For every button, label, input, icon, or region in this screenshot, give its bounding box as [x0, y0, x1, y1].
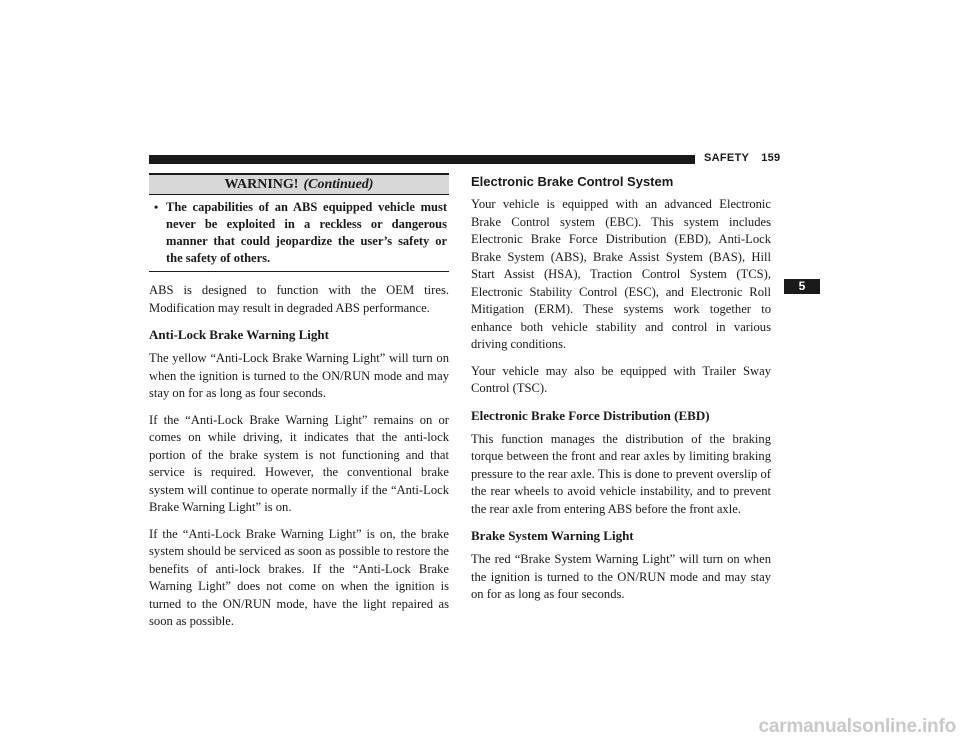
abs-light-turn-on-paragraph: The yellow “Anti-Lock Brake Warning Light” will turn on when the ignition is turned to the ON/RUN mode and may stay on for as long as four seconds.: [149, 351, 449, 400]
ebd-heading: Electronic Brake Force Distribution (EBD): [471, 407, 710, 423]
watermark: carmanualsonline.info: [758, 716, 956, 737]
abs-light-remains-on-paragraph: If the “Anti-Lock Brake Warning Light” remains on or comes on while driving, it indicates that the anti-lock portion of the brake system is not functioning and that service is required. However, the conventional brake system will continue to operate normally if the “Anti-Lock Brake Warning Light” is on.: [149, 412, 449, 514]
warning-title: WARNING!: [224, 177, 299, 192]
warning-list: [149, 195, 449, 271]
abs-warning-light-heading: Anti-Lock Brake Warning Light: [149, 327, 329, 342]
abs-light-service-paragraph: If the “Anti-Lock Brake Warning Light” is on, the brake system should be serviced as soon as possible to restore the benefits of anti-lock brakes. If the “Anti-Lock Brake Warning Light” does not come on when the ignition is turned to the ON/RUN mode, have the light repaired as soon as possible.: [149, 526, 449, 628]
warning-item-text: The capabilities of an ABS equipped vehicle must never be exploited in a reckless or dangerous manner that could jeopardize the user’s safety or the safety of others.: [166, 200, 447, 265]
warning-box: [149, 173, 449, 272]
brake-light-paragraph: The red “Brake System Warning Light” will turn on when the ignition is turned to the ON/RUN mode and may stay on for as long as four seconds.: [471, 552, 771, 601]
page-number: 159: [761, 152, 781, 164]
running-header: [704, 152, 780, 164]
warning-header: [149, 173, 449, 195]
brake-warning-light-heading: Brake System Warning Light: [471, 528, 634, 543]
abs-oem-tires-paragraph: ABS is designed to function with the OEM tires. Modification may result in degraded ABS performance.: [149, 283, 449, 315]
warning-item: [149, 199, 449, 267]
header-section-title: SAFETY: [704, 152, 750, 164]
ebc-intro-paragraph: Your vehicle is equipped with an advanced Electronic Brake Control system (EBC). This system includes Electronic Brake Force Distribution (EBD), Anti-Lock Brake System (ABS), Brake Assist System (BAS), Hill Start Assist (HSA), Traction Control System (TCS), Electronic Stability Control (ESC), and Electronic Roll Mitigation (ERM). These systems work together to enhance both vehicle stability and control in various driving conditions.: [471, 197, 771, 351]
warning-continued: (Continued): [303, 177, 374, 192]
right-column: [471, 173, 771, 613]
left-column: [149, 173, 449, 640]
bullet-icon: •: [154, 200, 159, 214]
chapter-tab: 5: [784, 279, 820, 294]
ebc-section-heading: Electronic Brake Control System: [471, 174, 674, 189]
ebd-paragraph: This function manages the distribution of the braking torque between the front and rear axles by limiting braking pressure to the rear axle. This is done to prevent overslip of the rear wheels to avoid vehicle instability, and to prevent the rear axle from entering ABS before the front axle.: [471, 431, 771, 516]
tsc-paragraph: Your vehicle may also be equipped with Trailer Sway Control (TSC).: [471, 363, 771, 395]
header-rule: [149, 155, 695, 164]
